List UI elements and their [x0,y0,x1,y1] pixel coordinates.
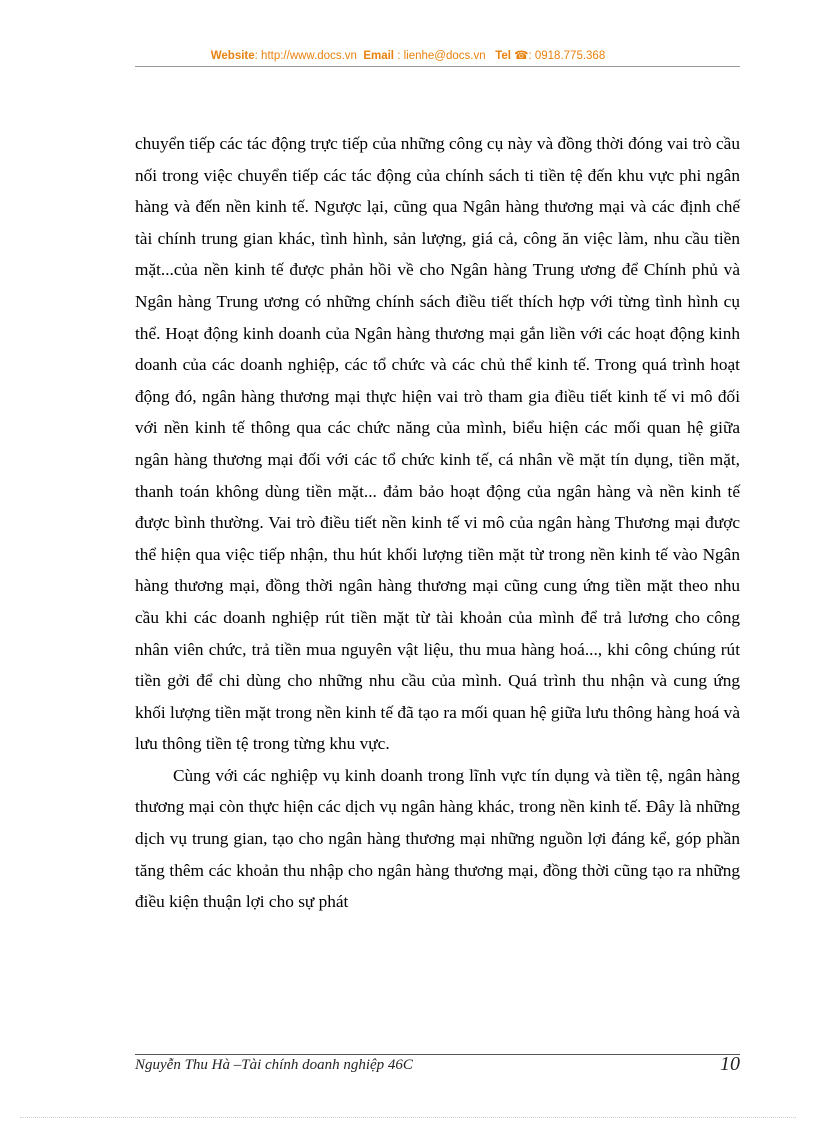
email-value[interactable]: : lienhe@docs.vn [397,50,486,62]
page-number: 10 [720,1053,740,1075]
tel-value: : 0918.775.368 [528,50,606,62]
header-divider [135,66,740,67]
body-paragraph-2: Cùng với các nghiệp vụ kinh doanh trong lĩnh vực tín dụng và tiền tệ, ngân hàng thương mại còn thực hiện các dịch vụ ngân hàng khác, trong nền kinh tế. Đây là những dịch vụ trung gian, tạo cho ngân hàng thương mại những nguồn lợi đáng kể, góp phần tăng thêm các khoản thu nhập cho ngân hàng thương mại, đồng thời cũng tạo ra những điều kiện thuận lợi cho sự phát [135,765,740,912]
page-bottom-border [20,1117,796,1118]
page-header [0,48,816,62]
body-paragraph-1: chuyển tiếp các tác động trực tiếp của những công cụ này và đồng thời đóng vai trò cầu nối trong việc chuyển tiếp các tác động của chính sách ti tiền tệ đến khu vực phi ngân hàng và đến nền kinh tế. Ngược lại, cũng qua Ngân hàng thương mại và các định chế tài chính trung gian khác, tình hình, sản lượng, giá cả, công ăn việc làm, nhu cầu tiền mặt...của nền kinh tế được phản hồi về cho Ngân hàng Trung ương để Chính phủ và Ngân hàng Trung ương có những chính sách điều tiết thích hợp với từng tình hình cụ thể. Hoạt động kinh doanh của Ngân hàng thương mại gắn liền với các hoạt động kinh doanh của các doanh nghiệp, các tổ chức và các chủ thể kinh tế. Trong quá trình hoạt động đó, ngân hàng thương mại thực hiện vai trò tham gia điều tiết kinh tế vi mô đối với nền kinh tế thông qua các chức năng của mình, biểu hiện các mối quan hệ giữa ngân hàng thương mại đối với các tổ chức kinh tế, cá nhân về mặt tín dụng, tiền mặt, thanh toán không dùng tiền mặt... đảm bảo hoạt động của ngân hàng và nền kinh tế được bình thường. Vai trò điều tiết nền kinh tế vi mô của ngân hàng Thương mại được thể hiện qua việc tiếp nhận, thu hút khối lượng tiền mặt từ trong nền kinh tế vào Ngân hàng thương mại, đồng thời ngân hàng thương mại cũng cung ứng tiền mặt theo nhu cầu khi các doanh nghiệp rút tiền mặt từ tài khoản của mình để trả lương cho công nhân viên chức, trả tiền mua nguyên vật liệu, thu mua hàng hoá..., khi công chúng rút tiền gởi để chi dùng cho những nhu cầu của mình. Quá trình thu nhận và cung ứng khối lượng tiền mặt trong nền kinh tế đã tạo ra mối quan hệ giữa lưu thông hàng hoá và lưu thông tiền tệ trong từng khu vực. [135,134,740,754]
footer-author: Nguyễn Thu Hà –Tài chính doanh nghiệp 46C [135,1057,413,1073]
phone-icon: ☎ [514,50,529,62]
website-label: Website [210,50,255,62]
email-label: Email [363,50,394,62]
footer-divider [135,1054,740,1055]
website-value[interactable]: : http://www.docs.vn [254,50,357,62]
document-body [135,128,740,918]
tel-label: Tel [495,50,511,62]
